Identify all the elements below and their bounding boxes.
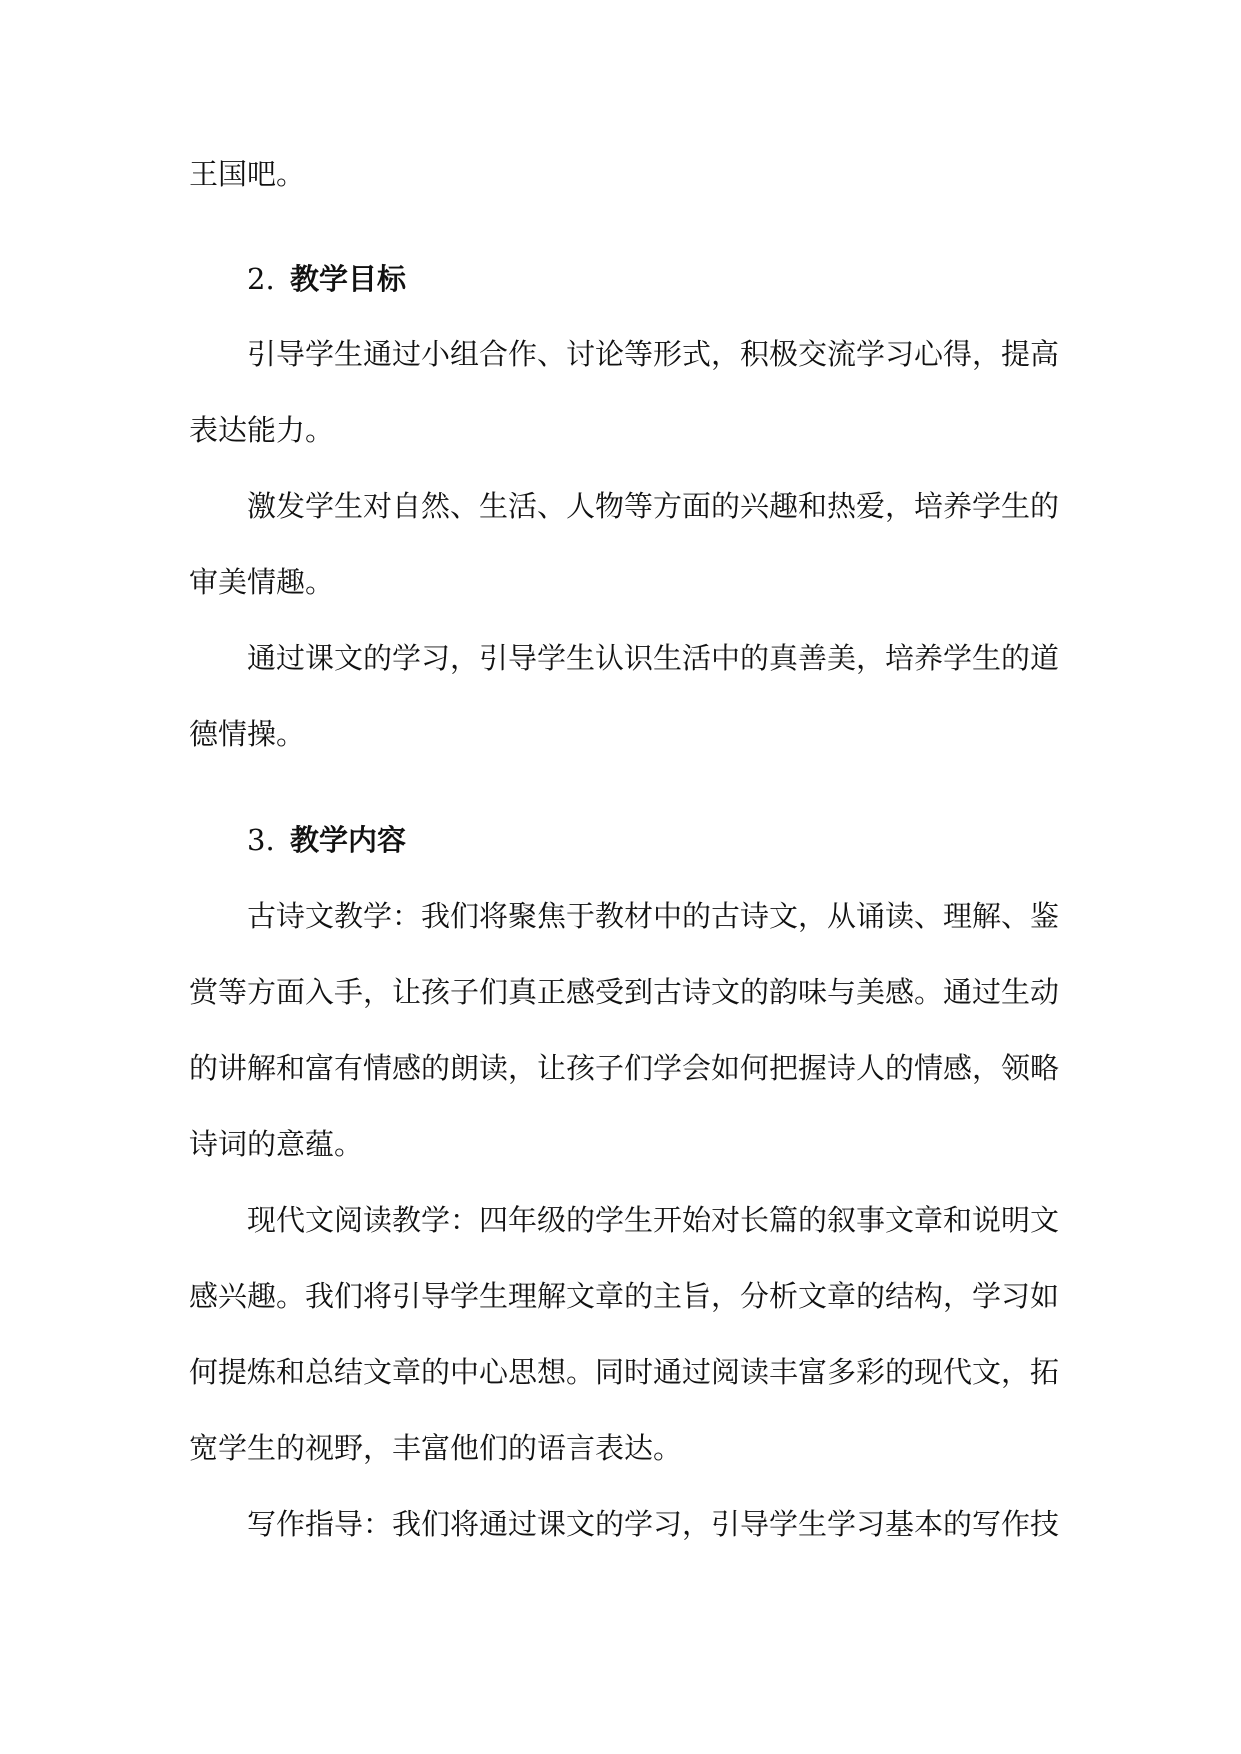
text-line: 通过课文的学习，引导学生认识生活中的真善美，培养学生的道 [247, 641, 1060, 675]
text-line: 古诗文教学：我们将聚焦于教材中的古诗文，从诵读、理解、鉴 [247, 899, 1060, 933]
text-line: 激发学生对自然、生活、人物等方面的兴趣和热爱，培养学生的 [247, 489, 1060, 523]
text-line: 引导学生通过小组合作、讨论等形式，积极交流学习心得，提高 [247, 337, 1060, 371]
section-title: 教学内容 [290, 823, 407, 857]
text-line: 写作指导：我们将通过课文的学习，引导学生学习基本的写作技 [247, 1507, 1060, 1541]
text-line: 王国吧。 [189, 157, 306, 191]
text-line: 感兴趣。我们将引导学生理解文章的主旨，分析文章的结构，学习如 [189, 1279, 1060, 1313]
text-line: 德情操。 [189, 717, 306, 751]
section-number: 3. [247, 823, 275, 857]
text-line: 表达能力。 [189, 413, 335, 447]
text-line: 赏等方面入手，让孩子们真正感受到古诗文的韵味与美感。通过生动 [189, 975, 1060, 1009]
text-line: 何提炼和总结文章的中心思想。同时通过阅读丰富多彩的现代文，拓 [189, 1355, 1060, 1389]
text-line: 审美情趣。 [189, 565, 335, 599]
text-line: 现代文阅读教学：四年级的学生开始对长篇的叙事文章和说明文 [247, 1203, 1060, 1237]
text-line: 宽学生的视野，丰富他们的语言表达。 [189, 1431, 683, 1465]
text-line: 的讲解和富有情感的朗读，让孩子们学会如何把握诗人的情感，领略 [189, 1051, 1060, 1085]
section-number: 2. [247, 262, 275, 296]
text-line: 诗词的意蕴。 [189, 1127, 364, 1161]
section-title: 教学目标 [290, 262, 407, 296]
